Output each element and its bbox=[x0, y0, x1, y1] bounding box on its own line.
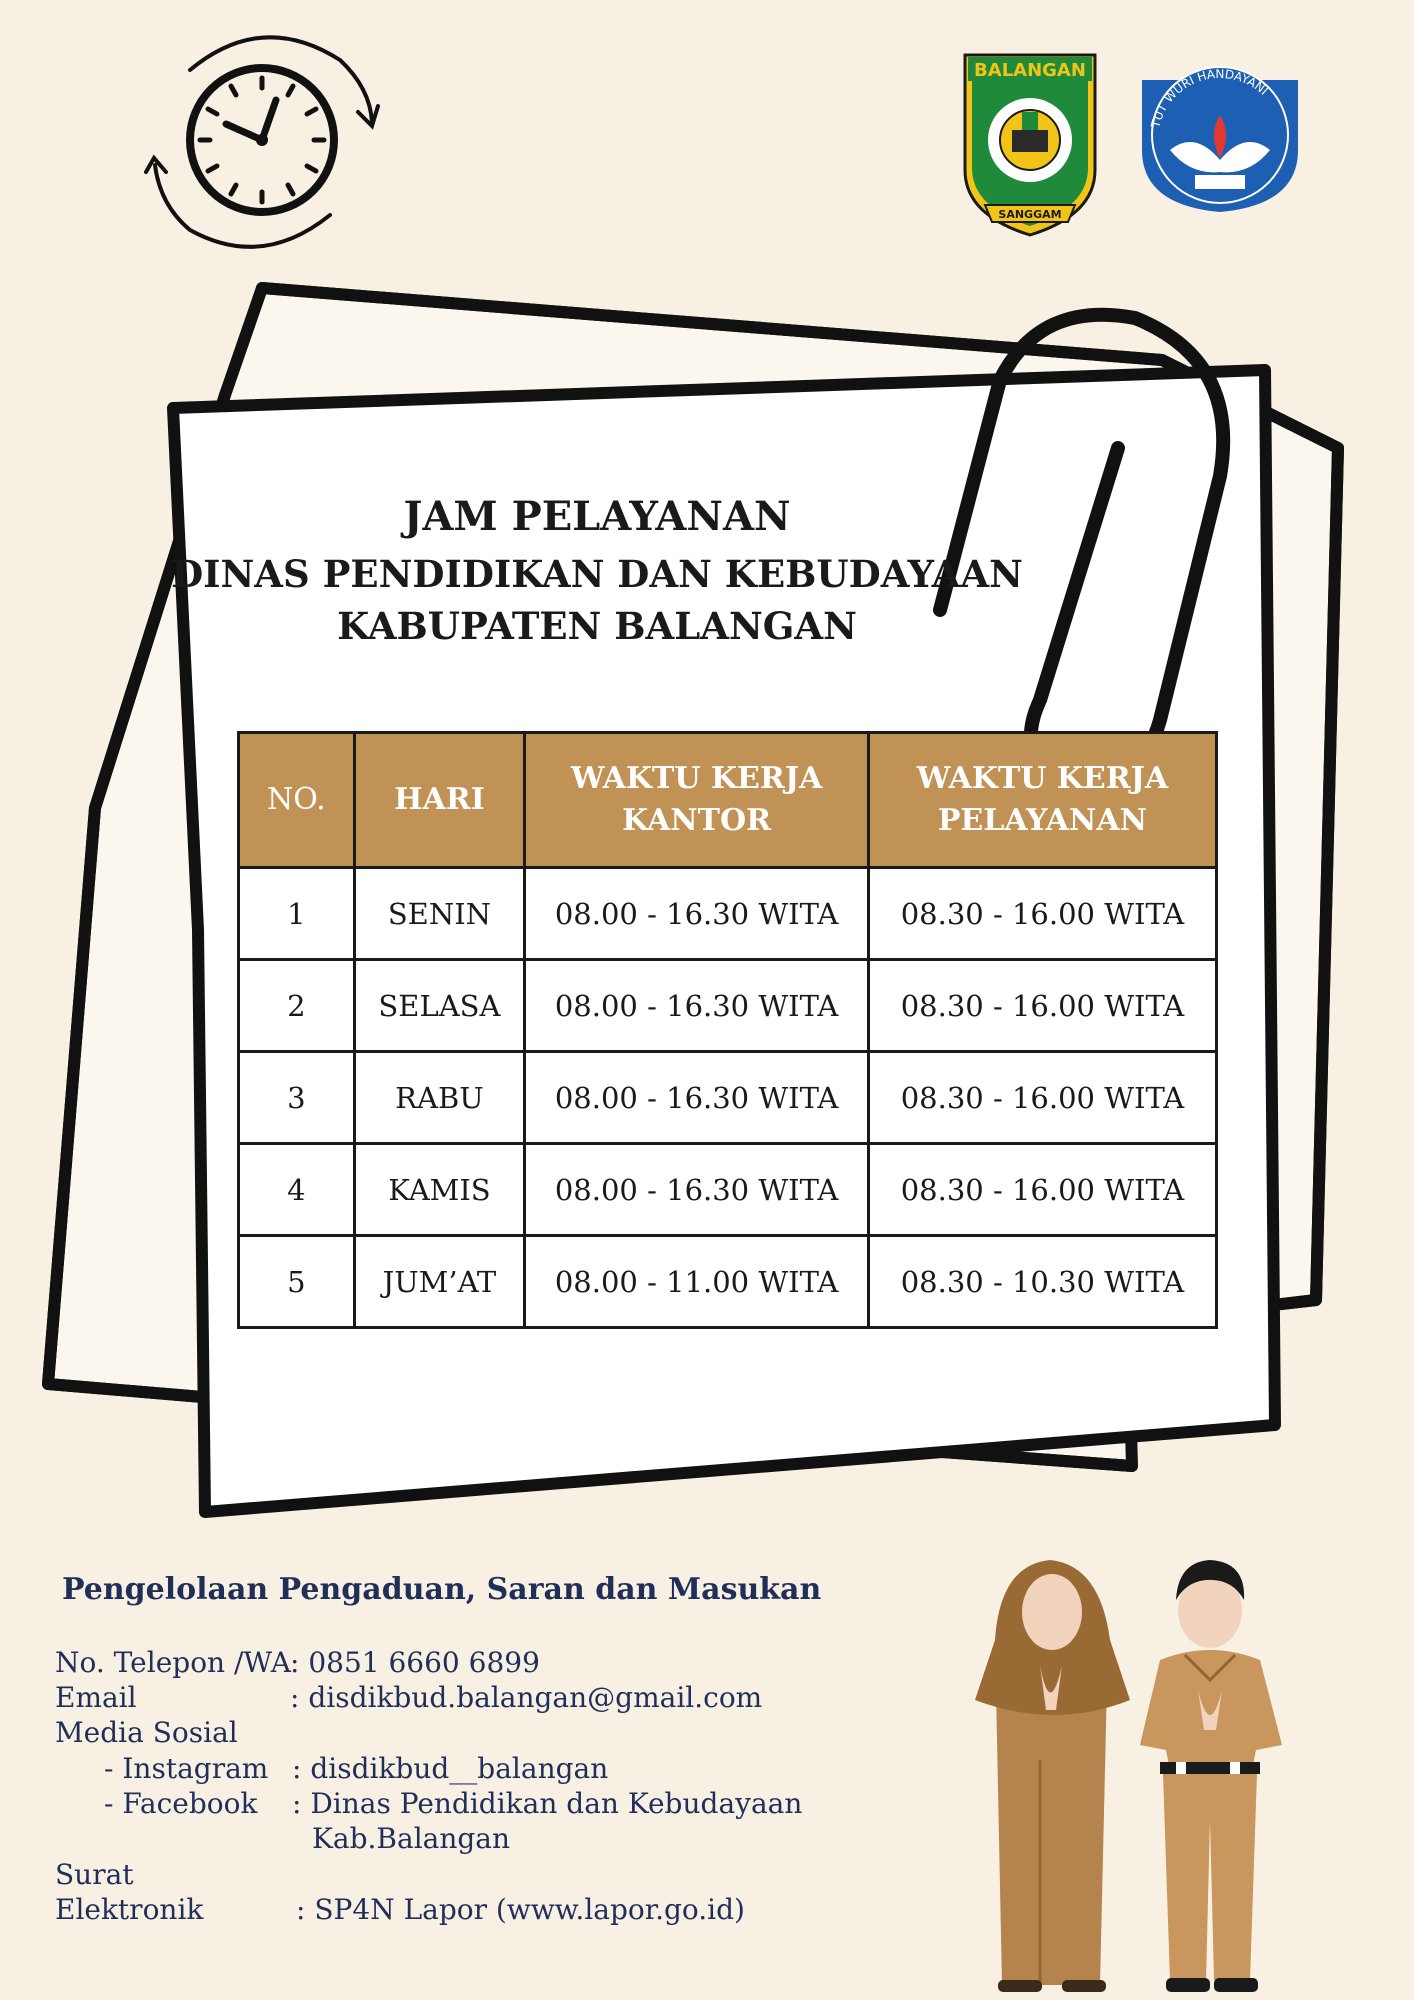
table-row bbox=[239, 1144, 1217, 1236]
facebook-value-line2[interactable]: Kab.Balangan bbox=[312, 1822, 511, 1855]
cell-no: 1 bbox=[239, 868, 355, 960]
cell-no: 4 bbox=[239, 1144, 355, 1236]
instagram-value[interactable]: : disdikbud__balangan bbox=[292, 1752, 609, 1785]
phone-label: No. Telepon /WA bbox=[55, 1646, 292, 1679]
heading-regency: KABUPATEN BALANGAN bbox=[337, 604, 857, 648]
table-row bbox=[239, 1236, 1217, 1328]
email-value[interactable]: : disdikbud.balangan@gmail.com bbox=[290, 1681, 763, 1714]
heading-agency: DINAS PENDIDIKAN DAN KEBUDAYAAN bbox=[171, 552, 1023, 596]
cell-no: 5 bbox=[239, 1236, 355, 1328]
header-kantor-line1: WAKTU KERJA bbox=[570, 761, 823, 796]
header-hari: HARI bbox=[354, 733, 525, 868]
cell-kantor: 08.00 - 11.00 WITA bbox=[525, 1236, 869, 1328]
table-row bbox=[239, 868, 1217, 960]
cell-pelayanan: 08.30 - 16.00 WITA bbox=[868, 960, 1216, 1052]
surat-value[interactable]: : SP4N Lapor (www.lapor.go.id) bbox=[296, 1893, 745, 1926]
heading-title: JAM PELAYANAN bbox=[403, 493, 791, 540]
facebook-label: - Facebook bbox=[104, 1787, 258, 1820]
header-kantor-line2: KANTOR bbox=[622, 803, 772, 838]
cell-pelayanan: 08.30 - 16.00 WITA bbox=[868, 868, 1216, 960]
cell-kantor: 08.00 - 16.30 WITA bbox=[525, 1144, 869, 1236]
header-pelayanan bbox=[868, 733, 1216, 868]
instagram-label: - Instagram bbox=[104, 1752, 269, 1785]
tut-wuri-ring-text: TUT WURI HANDAYANI bbox=[1148, 66, 1271, 130]
cell-no: 2 bbox=[239, 960, 355, 1052]
header-kantor bbox=[525, 733, 869, 868]
balangan-emblem-icon bbox=[965, 55, 1095, 235]
balangan-emblem-ribbon-text: SANGGAM bbox=[998, 208, 1062, 221]
cell-pelayanan: 08.30 - 16.00 WITA bbox=[868, 1144, 1216, 1236]
email-label: Email bbox=[55, 1681, 137, 1714]
table-row bbox=[239, 1052, 1217, 1144]
balangan-emblem-top-text: BALANGAN bbox=[974, 60, 1086, 81]
surat-label-line1: Surat bbox=[55, 1858, 134, 1891]
table-header-row bbox=[239, 733, 1217, 868]
cell-pelayanan: 08.30 - 16.00 WITA bbox=[868, 1052, 1216, 1144]
tut-wuri-handayani-icon bbox=[1142, 67, 1298, 212]
surat-label-line2: Elektronik bbox=[55, 1893, 204, 1926]
cell-pelayanan: 08.30 - 10.30 WITA bbox=[868, 1236, 1216, 1328]
header-pelayanan-line2: PELAYANAN bbox=[937, 803, 1148, 838]
phone-value[interactable]: : 0851 6660 6899 bbox=[290, 1646, 540, 1679]
social-label: Media Sosial bbox=[55, 1716, 238, 1749]
header-pelayanan-line1: WAKTU KERJA bbox=[916, 761, 1169, 796]
header-no: NO. bbox=[239, 733, 355, 868]
cell-hari: KAMIS bbox=[354, 1144, 525, 1236]
male-officer-illustration bbox=[1140, 1560, 1282, 1992]
table-row bbox=[239, 960, 1217, 1052]
cell-kantor: 08.00 - 16.30 WITA bbox=[525, 960, 869, 1052]
schedule-table bbox=[237, 731, 1218, 1329]
cell-kantor: 08.00 - 16.30 WITA bbox=[525, 868, 869, 960]
clock-refresh-icon bbox=[146, 37, 378, 247]
facebook-value[interactable]: : Dinas Pendidikan dan Kebudayaan bbox=[292, 1787, 803, 1820]
cell-no: 3 bbox=[239, 1052, 355, 1144]
female-officer-illustration bbox=[975, 1560, 1130, 1992]
cell-hari: JUM’AT bbox=[354, 1236, 525, 1328]
cell-hari: RABU bbox=[354, 1052, 525, 1144]
cell-hari: SENIN bbox=[354, 868, 525, 960]
footer-title: Pengelolaan Pengaduan, Saran dan Masukan bbox=[62, 1572, 822, 1607]
cell-kantor: 08.00 - 16.30 WITA bbox=[525, 1052, 869, 1144]
cell-hari: SELASA bbox=[354, 960, 525, 1052]
